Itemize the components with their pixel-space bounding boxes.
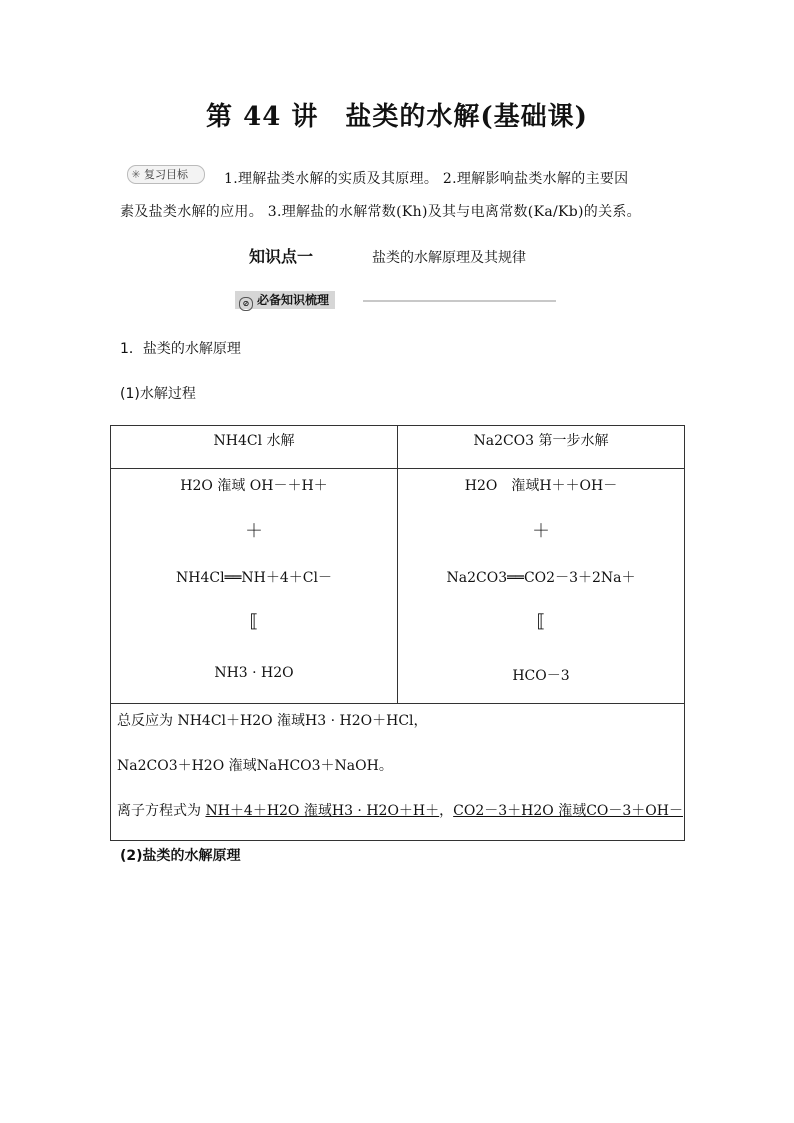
overall-reaction-1: 总反应为 NH4Cl＋H2O 潅琙H3 · H2O＋HCl， [117, 713, 428, 729]
plus-sign: ＋ [532, 521, 550, 542]
salt-ionization-eq: NH4Cl══NH＋4＋Cl－ [176, 570, 332, 586]
salt-ionization-eq: Na2CO3══CO2－3＋2Na＋ [446, 570, 636, 586]
knowledge-point-subtitle: 盐类的水解原理及其规律 [372, 250, 526, 266]
section-bar [235, 291, 335, 309]
subsection-heading: (1)水解过程 [120, 386, 196, 402]
ionic-equation-nh4: NH＋4＋H2O 潅琙H3 · H2O＋H＋ [205, 803, 440, 819]
overall-reaction-2: Na2CO3＋H2O 潅琙NaHCO3＋NaOH。 [117, 758, 393, 774]
ionic-equation-co3: CO2－3＋H2O 潅琙CO－3＋OH－ [453, 803, 683, 819]
subsection-heading-2: (2)盐类的水解原理 [120, 848, 241, 864]
ionic-equations [117, 800, 683, 820]
review-goals-badge [127, 165, 205, 184]
section-bar-label: 必备知识梳理 [257, 293, 330, 307]
hydrolysis-table [110, 425, 685, 841]
table-header-na2co3-text: Na2CO3 第一步水解 [473, 433, 609, 449]
table-header-nh4cl-text: NH4Cl 水解 [213, 433, 295, 449]
sparkle-icon: ✳ [131, 168, 141, 181]
knowledge-point-label: 知识点一 [249, 247, 314, 266]
page-title: 第 44 讲 盐类的水解(基础课) [206, 102, 588, 132]
table-header-na2co3 [398, 426, 685, 469]
review-goals-line-1: 1.理解盐类水解的实质及其原理。 2.理解影响盐类水解的主要因 [224, 171, 629, 187]
review-goals-line-2: 素及盐类水解的应用。 3.理解盐的水解常数(Kh)及其与电离常数(Ka/Kb)的关系。 [120, 204, 641, 220]
double-arrow-icon: ⟦ [536, 611, 546, 632]
review-goals-label: 复习目标 [144, 168, 188, 181]
ionic-separator: ， [439, 803, 454, 819]
na2co3-column [398, 469, 685, 704]
table-header-nh4cl [111, 426, 398, 469]
section-bar-rule [363, 300, 556, 302]
summary-cell [111, 704, 685, 841]
water-ionization-eq: H2O 潅琙 OH－＋H＋ [180, 478, 328, 494]
nh4cl-column [111, 469, 398, 704]
plus-sign: ＋ [245, 521, 263, 542]
product-formula: HCO－3 [512, 668, 570, 684]
ionic-prefix: 离子方程式为 [117, 803, 201, 819]
double-arrow-icon: ⟦ [249, 611, 259, 632]
water-ionization-eq: H2O 潅琙H＋＋OH－ [464, 478, 618, 494]
section-heading: 1．盐类的水解原理 [120, 341, 241, 357]
no-entry-icon: ⊘ [239, 297, 253, 311]
product-formula: NH3 · H2O [214, 665, 294, 681]
